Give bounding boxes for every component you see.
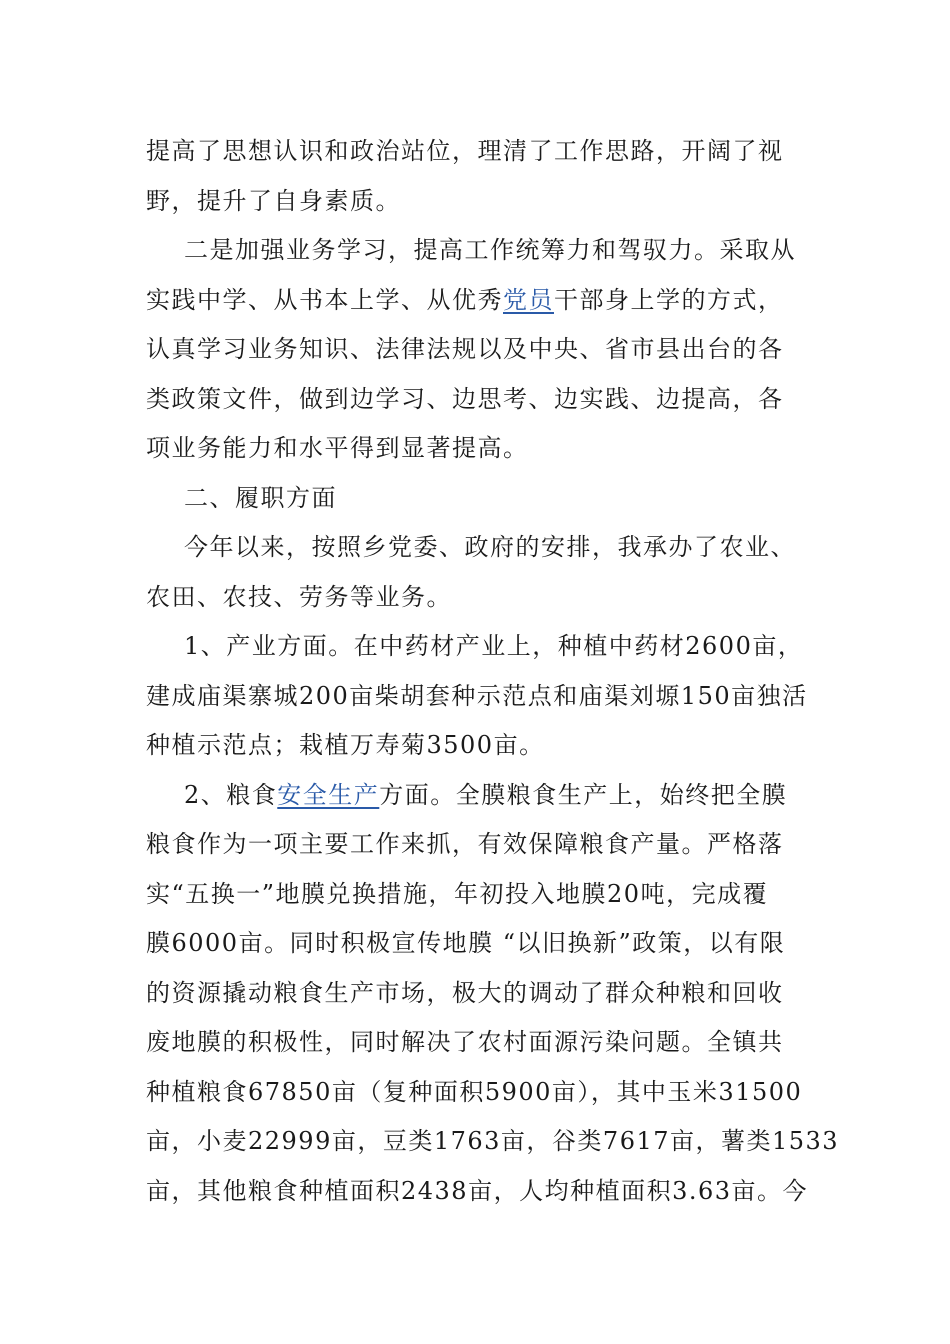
body-text-line: 种植粮食67850亩（复种面积5900亩），其中玉米31500 bbox=[146, 1078, 803, 1106]
body-text-line: 提高了思想认识和政治站位，理清了工作思路，开阔了视 bbox=[146, 137, 784, 165]
keyword-link-party-member[interactable]: 党员 bbox=[503, 286, 554, 314]
body-text-line bbox=[184, 775, 787, 815]
section-heading: 二、履职方面 bbox=[184, 484, 337, 512]
text-segment: 2、粮食 bbox=[184, 781, 278, 809]
body-text-line: 废地膜的积极性，同时解决了农村面源污染问题。全镇共 bbox=[146, 1028, 784, 1056]
body-text-line: 种植示范点；栽植万寿菊3500亩。 bbox=[146, 731, 545, 759]
body-text-line: 的资源撬动粮食生产市场，极大的调动了群众种粮和回收 bbox=[146, 979, 784, 1007]
body-text-line: 认真学习业务知识、法律法规以及中央、省市县出台的各 bbox=[146, 335, 784, 363]
body-text-line: 二是加强业务学习，提高工作统筹力和驾驭力。采取从 bbox=[184, 236, 796, 264]
body-text-line: 今年以来，按照乡党委、政府的安排，我承办了农业、 bbox=[184, 533, 796, 561]
text-segment: 干部身上学的方式， bbox=[554, 286, 784, 314]
body-text-line: 建成庙渠寨城200亩柴胡套种示范点和庙渠刘塬150亩独活 bbox=[146, 682, 808, 710]
body-text-line: 膜6000亩。同时积极宣传地膜 “以旧换新”政策，以有限 bbox=[146, 929, 786, 957]
body-text-line: 实“五换一”地膜兑换措施，年初投入地膜20吨，完成覆 bbox=[146, 880, 769, 908]
body-text-line: 项业务能力和水平得到显著提高。 bbox=[146, 434, 529, 462]
body-text-line: 亩，小麦22999亩，豆类1763亩，谷类7617亩，薯类1533 bbox=[146, 1127, 840, 1155]
body-text-line: 1、产业方面。在中药材产业上，种植中药材2600亩， bbox=[184, 632, 804, 660]
text-segment: 方面。全膜粮食生产上，始终把全膜 bbox=[379, 781, 788, 809]
body-text-line bbox=[146, 280, 784, 320]
body-text-line: 粮食作为一项主要工作来抓，有效保障粮食产量。严格落 bbox=[146, 830, 784, 858]
body-text-line: 野，提升了自身素质。 bbox=[146, 187, 401, 215]
body-text-line: 类政策文件，做到边学习、边思考、边实践、边提高，各 bbox=[146, 385, 784, 413]
body-text-line: 亩，其他粮食种植面积2438亩，人均种植面积3.63亩。今 bbox=[146, 1177, 809, 1205]
body-text-line: 农田、农技、劳务等业务。 bbox=[146, 583, 452, 611]
keyword-link-safety-production[interactable]: 安全生产 bbox=[277, 781, 380, 809]
text-segment: 实践中学、从书本上学、从优秀 bbox=[146, 286, 503, 314]
